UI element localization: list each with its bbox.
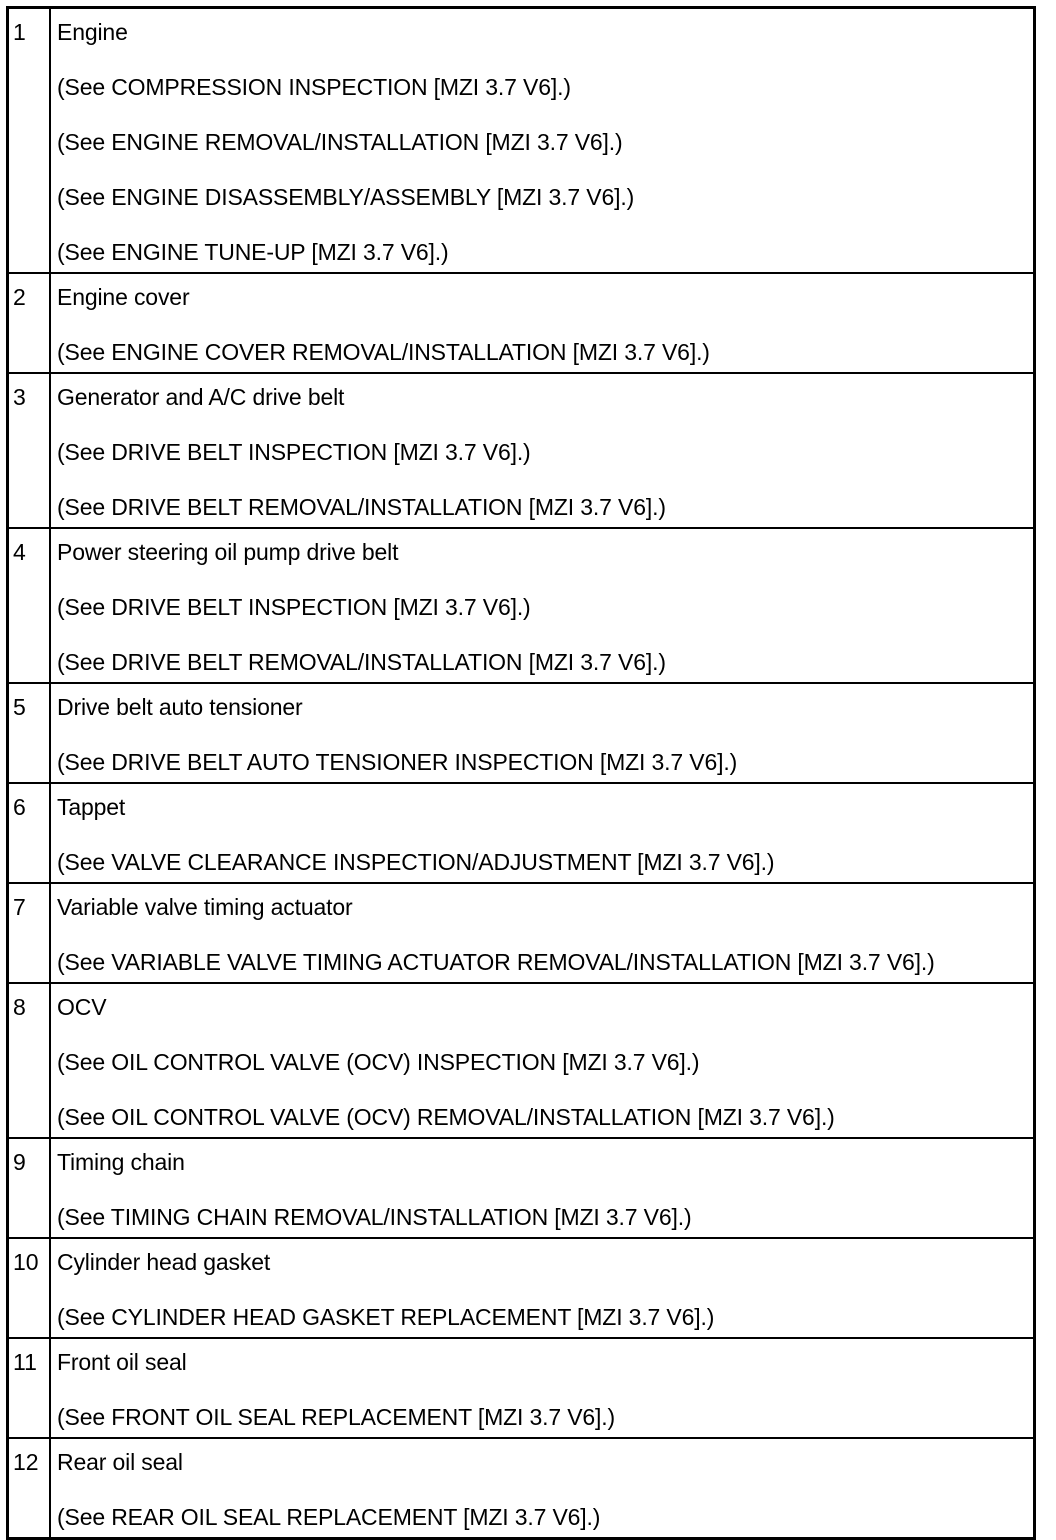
item-number: 4	[8, 528, 51, 683]
table-row	[8, 273, 1035, 373]
reference-link[interactable]: (See COMPRESSION INSPECTION [MZI 3.7 V6].)	[57, 74, 571, 100]
reference-link[interactable]: (See FRONT OIL SEAL REPLACEMENT [MZI 3.7 V6].)	[57, 1404, 616, 1430]
item-title: Timing chain	[57, 1149, 185, 1175]
reference-link[interactable]: (See VALVE CLEARANCE INSPECTION/ADJUSTMENT [MZI 3.7 V6].)	[57, 849, 775, 875]
item-number: 10	[8, 1238, 51, 1338]
item-content	[50, 683, 1035, 783]
reference-link[interactable]: (See OIL CONTROL VALVE (OCV) REMOVAL/INSTALLATION [MZI 3.7 V6].)	[57, 1104, 835, 1130]
item-content	[50, 1238, 1035, 1338]
component-reference-table	[6, 6, 1036, 1540]
table-row	[8, 983, 1035, 1138]
item-number: 2	[8, 273, 51, 373]
item-content	[50, 8, 1035, 274]
reference-link[interactable]: (See DRIVE BELT REMOVAL/INSTALLATION [MZI 3.7 V6].)	[57, 649, 666, 675]
item-title: Engine	[57, 19, 128, 45]
item-content	[50, 1338, 1035, 1438]
item-content	[50, 983, 1035, 1138]
item-title: Power steering oil pump drive belt	[57, 539, 399, 565]
reference-link[interactable]: (See CYLINDER HEAD GASKET REPLACEMENT [MZI 3.7 V6].)	[57, 1304, 715, 1330]
item-content	[50, 373, 1035, 528]
item-number: 9	[8, 1138, 51, 1238]
table-row	[8, 528, 1035, 683]
item-content	[50, 1138, 1035, 1238]
item-number: 1	[8, 8, 51, 274]
item-number: 3	[8, 373, 51, 528]
reference-link[interactable]: (See ENGINE TUNE-UP [MZI 3.7 V6].)	[57, 239, 449, 265]
item-content	[50, 883, 1035, 983]
item-number: 8	[8, 983, 51, 1138]
reference-link[interactable]: (See DRIVE BELT REMOVAL/INSTALLATION [MZI 3.7 V6].)	[57, 494, 666, 520]
item-title: Variable valve timing actuator	[57, 894, 353, 920]
item-number: 12	[8, 1438, 51, 1539]
reference-link[interactable]: (See ENGINE REMOVAL/INSTALLATION [MZI 3.7 V6].)	[57, 129, 623, 155]
reference-link[interactable]: (See ENGINE DISASSEMBLY/ASSEMBLY [MZI 3.7 V6].)	[57, 184, 635, 210]
reference-link[interactable]: (See DRIVE BELT INSPECTION [MZI 3.7 V6].)	[57, 439, 531, 465]
reference-link[interactable]: (See REAR OIL SEAL REPLACEMENT [MZI 3.7 V6].)	[57, 1504, 601, 1530]
table-row	[8, 373, 1035, 528]
item-content	[50, 1438, 1035, 1539]
item-title: OCV	[57, 994, 107, 1020]
item-content	[50, 528, 1035, 683]
table-row	[8, 1238, 1035, 1338]
item-title: Rear oil seal	[57, 1449, 183, 1475]
item-title: Cylinder head gasket	[57, 1249, 271, 1275]
table-row	[8, 1138, 1035, 1238]
reference-link[interactable]: (See DRIVE BELT INSPECTION [MZI 3.7 V6].)	[57, 594, 531, 620]
item-number: 11	[8, 1338, 51, 1438]
reference-link[interactable]: (See ENGINE COVER REMOVAL/INSTALLATION [MZI 3.7 V6].)	[57, 339, 710, 365]
table-row	[8, 1438, 1035, 1539]
item-number: 6	[8, 783, 51, 883]
item-title: Drive belt auto tensioner	[57, 694, 303, 720]
table-row	[8, 883, 1035, 983]
table-row	[8, 8, 1035, 274]
item-number: 5	[8, 683, 51, 783]
item-content	[50, 273, 1035, 373]
table-row	[8, 683, 1035, 783]
item-title: Generator and A/C drive belt	[57, 384, 345, 410]
table-row	[8, 1338, 1035, 1438]
table-body	[8, 8, 1035, 1539]
item-title: Front oil seal	[57, 1349, 187, 1375]
reference-link[interactable]: (See DRIVE BELT AUTO TENSIONER INSPECTION [MZI 3.7 V6].)	[57, 749, 738, 775]
reference-link[interactable]: (See OIL CONTROL VALVE (OCV) INSPECTION [MZI 3.7 V6].)	[57, 1049, 700, 1075]
item-title: Engine cover	[57, 284, 190, 310]
item-title: Tappet	[57, 794, 126, 820]
item-content	[50, 783, 1035, 883]
item-number: 7	[8, 883, 51, 983]
reference-link[interactable]: (See VARIABLE VALVE TIMING ACTUATOR REMOVAL/INSTALLATION [MZI 3.7 V6].)	[57, 949, 935, 975]
reference-link[interactable]: (See TIMING CHAIN REMOVAL/INSTALLATION [MZI 3.7 V6].)	[57, 1204, 692, 1230]
table-row	[8, 783, 1035, 883]
